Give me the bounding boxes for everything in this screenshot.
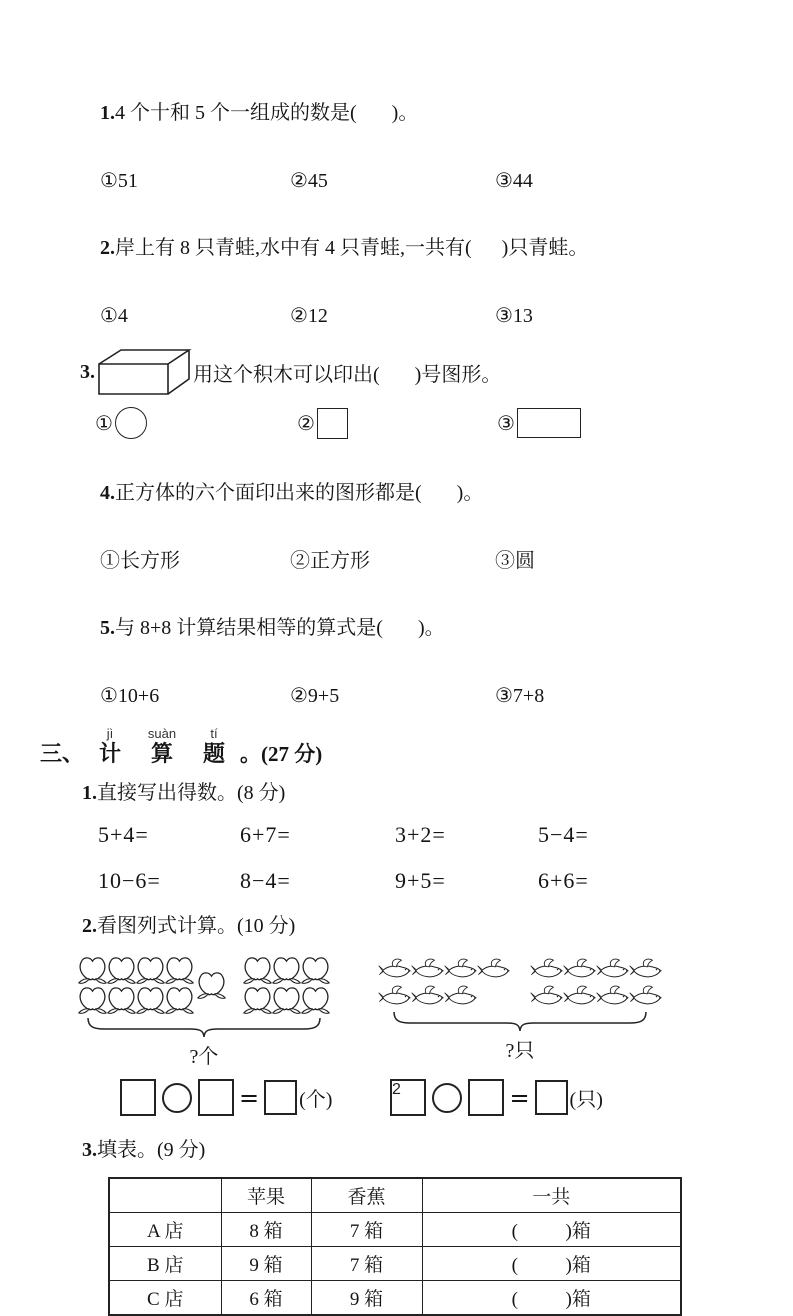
- peach-icon: [243, 955, 272, 985]
- peaches-question-label: ?个: [189, 1046, 219, 1068]
- peach-icon: [107, 985, 136, 1015]
- section-word: [188, 726, 240, 767]
- peach-icon: [78, 985, 107, 1015]
- option: ③7+8: [495, 685, 545, 707]
- option: ③圆: [495, 550, 535, 572]
- expression: 8−4=: [240, 868, 291, 893]
- bird-icon: [629, 956, 662, 981]
- peach-icon: [301, 985, 330, 1015]
- table-header-cell: 一共: [422, 1178, 681, 1213]
- option: ①长方形: [100, 550, 180, 572]
- question-5-text: 与 8+8 计算结果相等的算式是( )。: [115, 617, 445, 639]
- expression-row: [98, 822, 793, 848]
- subquestion-3-text: 填表。(9 分): [97, 1139, 206, 1161]
- expression: 6+7=: [240, 822, 291, 847]
- peach-icon: [272, 955, 301, 985]
- section-header: [40, 726, 793, 767]
- picture-figures: [78, 955, 793, 1069]
- rectangle-shape-icon: [517, 408, 581, 438]
- subquestion-2-title: [82, 914, 793, 939]
- bird-icon: [530, 956, 563, 981]
- peach-extra: [197, 970, 226, 1000]
- peach-icon: [243, 985, 272, 1015]
- table-cell: 8 箱: [221, 1213, 311, 1247]
- subquestion-3-number: 3.: [82, 1139, 97, 1161]
- subquestion-1-title: [82, 781, 793, 806]
- fill-table: [108, 1177, 682, 1316]
- table-cell: B 店: [109, 1247, 221, 1281]
- table-header-cell: 苹果: [221, 1178, 311, 1213]
- question-2-options: [100, 304, 793, 329]
- option-marker: ③: [497, 412, 515, 435]
- cuboid-icon: [97, 347, 191, 397]
- option-marker: ①: [95, 412, 113, 435]
- birds-question-label: ?只: [505, 1040, 535, 1062]
- bird-icon: [378, 956, 411, 981]
- question-4-options: [100, 549, 793, 574]
- bird-icon: [378, 983, 411, 1008]
- unit-suffix: (个): [299, 1089, 333, 1111]
- table-row: [109, 1281, 681, 1316]
- option: [95, 407, 297, 439]
- peach-icon: [136, 955, 165, 985]
- unit-suffix: (只): [569, 1089, 603, 1111]
- peach-group-right: [243, 955, 330, 1015]
- question-1-options: [100, 169, 793, 194]
- peach-row: [243, 985, 330, 1015]
- bird-icon: [530, 983, 563, 1008]
- section-char: 题: [203, 741, 226, 766]
- expression: 10−6=: [98, 868, 161, 893]
- section-word: [136, 726, 188, 767]
- expression: 5−4=: [538, 822, 589, 847]
- question-2-number: 2.: [100, 237, 115, 259]
- option: ①51: [100, 170, 138, 192]
- bird-icon: [629, 983, 662, 1008]
- peaches-groups: [78, 955, 330, 1015]
- table-header-row: [109, 1178, 681, 1213]
- question-3-text: 用这个积木可以印出( )号图形。: [193, 363, 502, 386]
- expression: 5+4=: [98, 822, 149, 847]
- square-shape-icon: [317, 408, 348, 439]
- table-row: [109, 1247, 681, 1281]
- bird-row: [530, 955, 662, 982]
- section-char: 算: [151, 741, 174, 766]
- expression: 6+6=: [538, 868, 589, 893]
- question-5-options: [100, 684, 793, 709]
- pinyin-label: jì: [106, 726, 114, 741]
- bird-icon: [411, 956, 444, 981]
- question-1-text: 4 个十和 5 个一组成的数是( )。: [115, 102, 419, 124]
- question-3-number: 3.: [80, 360, 95, 383]
- peach-row: [243, 955, 330, 985]
- underbrace-icon: [392, 1011, 648, 1032]
- subquestion-3-title: [82, 1138, 793, 1163]
- table-header-cell: [109, 1178, 221, 1213]
- table-row: [109, 1213, 681, 1247]
- equals-sign: =: [509, 1083, 530, 1112]
- peach-icon: [197, 970, 226, 1000]
- expression-row: [98, 868, 793, 894]
- peach-icon: [165, 985, 194, 1015]
- table-cell: 9 箱: [221, 1247, 311, 1281]
- pinyin-label: suàn: [147, 726, 177, 741]
- section-points: 。(27 分): [240, 742, 323, 766]
- subquestion-1-number: 1.: [82, 782, 97, 804]
- peach-row: [78, 955, 194, 985]
- table-cell: ( )箱: [422, 1281, 681, 1316]
- table-cell: C 店: [109, 1281, 221, 1316]
- option: ③44: [495, 170, 533, 192]
- table-cell: ( )箱: [422, 1213, 681, 1247]
- section-word: [84, 726, 136, 767]
- option: [297, 408, 497, 439]
- option: ③13: [495, 305, 533, 327]
- bird-icon: [444, 956, 477, 981]
- question-1: [80, 76, 753, 151]
- question-4-text: 正方体的六个面印出来的图形都是( )。: [115, 482, 484, 504]
- bird-icon: [563, 983, 596, 1008]
- option: ②45: [290, 170, 328, 192]
- bird-icon: [411, 983, 444, 1008]
- bird-icon: [596, 983, 629, 1008]
- bird-row: [530, 982, 662, 1009]
- table-cell: 7 箱: [311, 1213, 422, 1247]
- table-cell: ( )箱: [422, 1247, 681, 1281]
- section-char: 计: [99, 741, 122, 766]
- peach-icon: [107, 955, 136, 985]
- bird-row: [378, 955, 510, 982]
- peach-icon: [301, 955, 330, 985]
- table-cell: 9 箱: [311, 1281, 422, 1316]
- subquestion-2-text: 看图列式计算。(10 分): [97, 915, 296, 937]
- question-4: [80, 456, 753, 531]
- question-2: [80, 211, 753, 286]
- option: ②9+5: [290, 685, 340, 707]
- question-5: [80, 591, 753, 666]
- question-4-number: 4.: [100, 482, 115, 504]
- page-number: 2: [392, 1081, 401, 1098]
- bird-group-left: [378, 955, 510, 1009]
- table-cell: 7 箱: [311, 1247, 422, 1281]
- table-cell: 6 箱: [221, 1281, 311, 1316]
- question-3-options: [95, 406, 793, 440]
- table-cell: A 店: [109, 1213, 221, 1247]
- peach-row: [78, 985, 194, 1015]
- option: ②12: [290, 305, 328, 327]
- question-2-text: 岸上有 8 只青蛙,水中有 4 只青蛙,一共有( )只青蛙。: [115, 237, 589, 259]
- bird-row: [378, 982, 510, 1009]
- birds-figure: [378, 955, 662, 1063]
- circle-shape-icon: [115, 407, 147, 439]
- peach-icon: [78, 955, 107, 985]
- peach-icon: [272, 985, 301, 1015]
- option-marker: ②: [297, 412, 315, 435]
- peaches-figure: [78, 955, 330, 1069]
- question-3: [80, 346, 793, 398]
- expression: 9+5=: [395, 868, 446, 893]
- question-5-number: 5.: [100, 617, 115, 639]
- peach-group-left: [78, 955, 194, 1015]
- bird-icon: [596, 956, 629, 981]
- birds-groups: [378, 955, 662, 1009]
- section-number: 三、: [40, 741, 85, 766]
- underbrace-icon: [86, 1017, 322, 1038]
- question-1-number: 1.: [100, 102, 115, 124]
- subquestion-1-text: 直接写出得数。(8 分): [97, 782, 286, 804]
- bird-icon: [563, 956, 596, 981]
- equals-sign: =: [239, 1083, 260, 1112]
- pinyin-label: tí: [210, 726, 218, 741]
- option: ①4: [100, 305, 128, 327]
- subquestion-2-number: 2.: [82, 915, 97, 937]
- peach-icon: [136, 985, 165, 1015]
- peach-icon: [165, 955, 194, 985]
- option: ②正方形: [290, 550, 370, 572]
- expression: 3+2=: [395, 822, 446, 847]
- table-header-cell: 香蕉: [311, 1178, 422, 1213]
- bird-group-right: [530, 955, 662, 1009]
- bird-icon: [444, 983, 477, 1008]
- option: ①10+6: [100, 685, 160, 707]
- bird-icon: [477, 956, 510, 981]
- option: [497, 408, 793, 438]
